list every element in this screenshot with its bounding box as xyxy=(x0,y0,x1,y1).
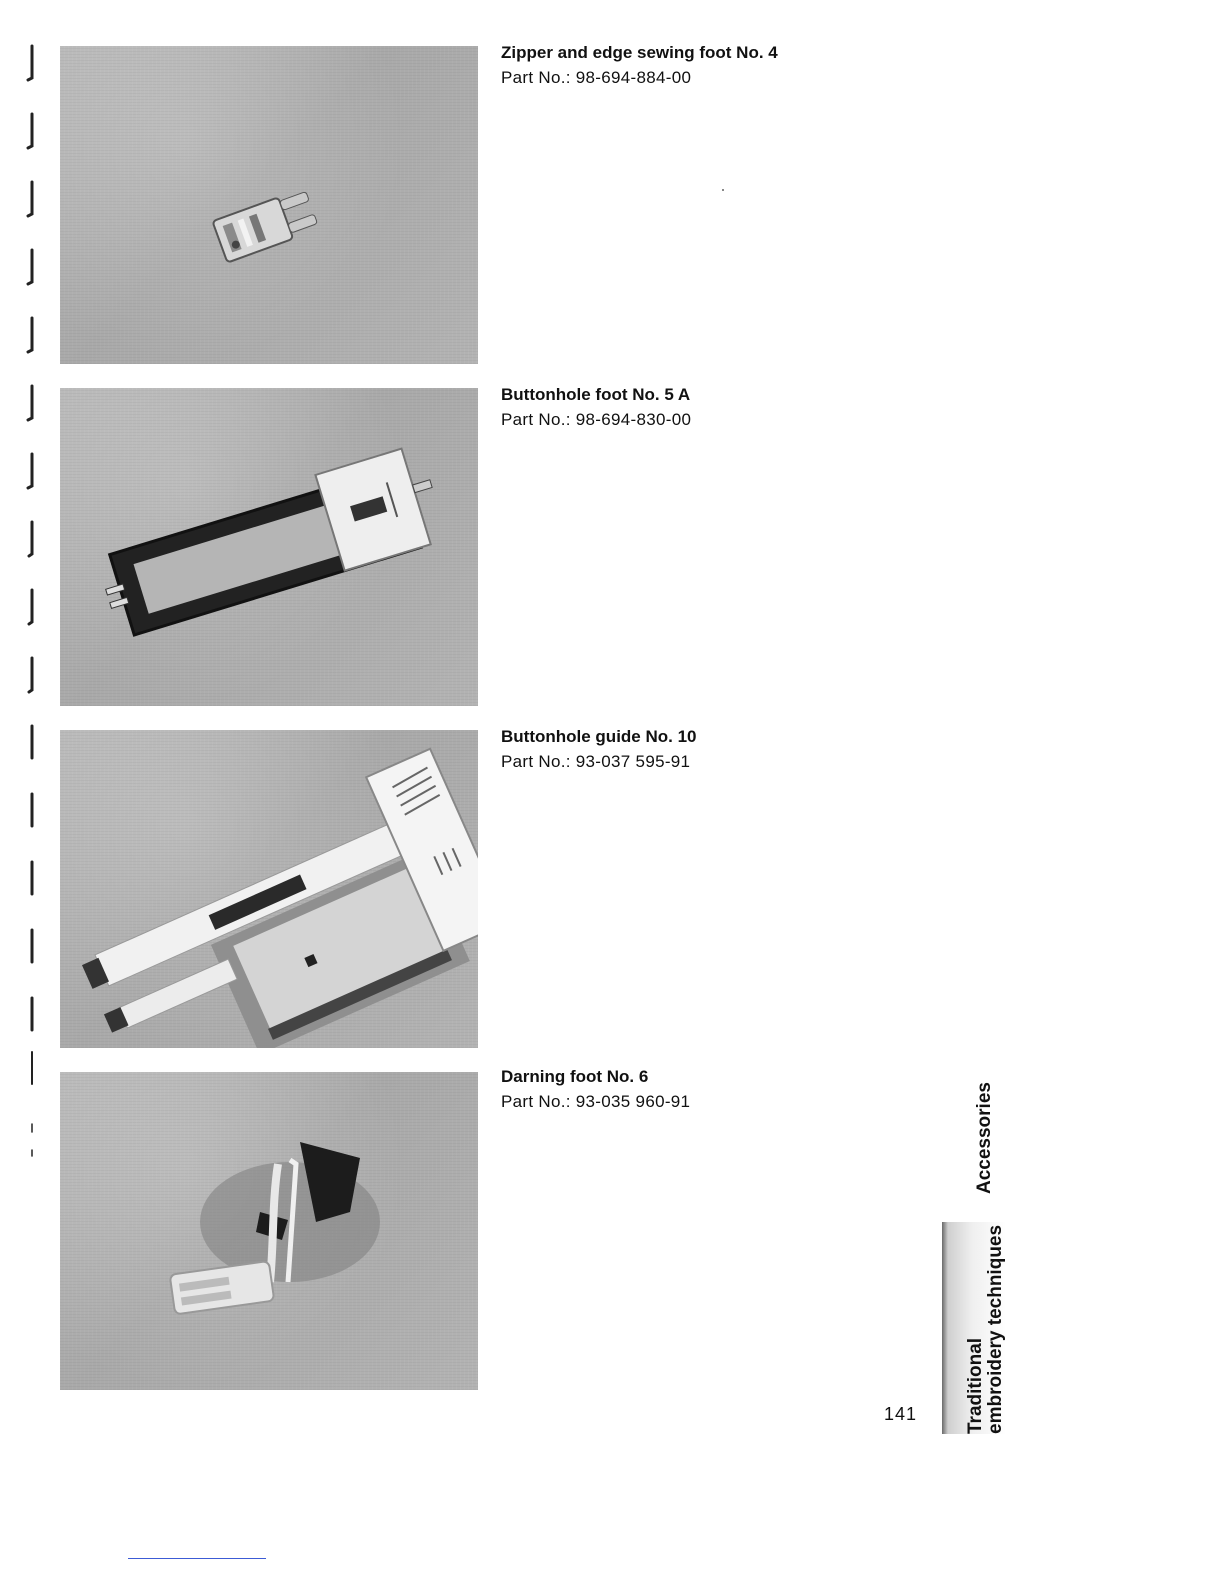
section-tab-accessories xyxy=(974,1074,998,1194)
zipper-foot-photo xyxy=(60,46,478,364)
part-number: Part No.: 98-694-884-00 xyxy=(501,68,692,87)
accessory-title: Darning foot No. 6 xyxy=(501,1067,649,1086)
section-tab-label: Accessories xyxy=(974,1082,995,1194)
accessory-entry xyxy=(501,42,921,90)
page-number: 141 xyxy=(884,1404,918,1424)
darning-foot-photo xyxy=(60,1072,478,1390)
chapter-tab-line2: embroidery techniques xyxy=(985,1224,1006,1434)
buttonhole-guide-image xyxy=(60,730,478,1048)
zipper-foot-image xyxy=(60,46,478,364)
chapter-tab xyxy=(966,1222,1010,1434)
buttonhole-foot-photo xyxy=(60,388,478,706)
darning-foot-image xyxy=(60,1072,478,1390)
binding-marks xyxy=(18,40,42,1210)
accessory-entry xyxy=(501,726,921,774)
scan-speck xyxy=(722,189,724,191)
chapter-tab-line1: Traditional xyxy=(965,1337,986,1434)
footer-link-line xyxy=(128,1558,266,1559)
part-number: Part No.: 98-694-830-00 xyxy=(501,410,692,429)
accessory-entry xyxy=(501,1066,921,1114)
accessory-title: Buttonhole guide No. 10 xyxy=(501,727,697,746)
part-number: Part No.: 93-037 595-91 xyxy=(501,752,691,771)
buttonhole-foot-image xyxy=(60,388,478,706)
accessory-entry xyxy=(501,384,921,432)
part-number: Part No.: 93-035 960-91 xyxy=(501,1092,691,1111)
accessory-title: Zipper and edge sewing foot No. 4 xyxy=(501,43,778,62)
accessory-title: Buttonhole foot No. 5 A xyxy=(501,385,691,404)
buttonhole-guide-photo xyxy=(60,730,478,1048)
